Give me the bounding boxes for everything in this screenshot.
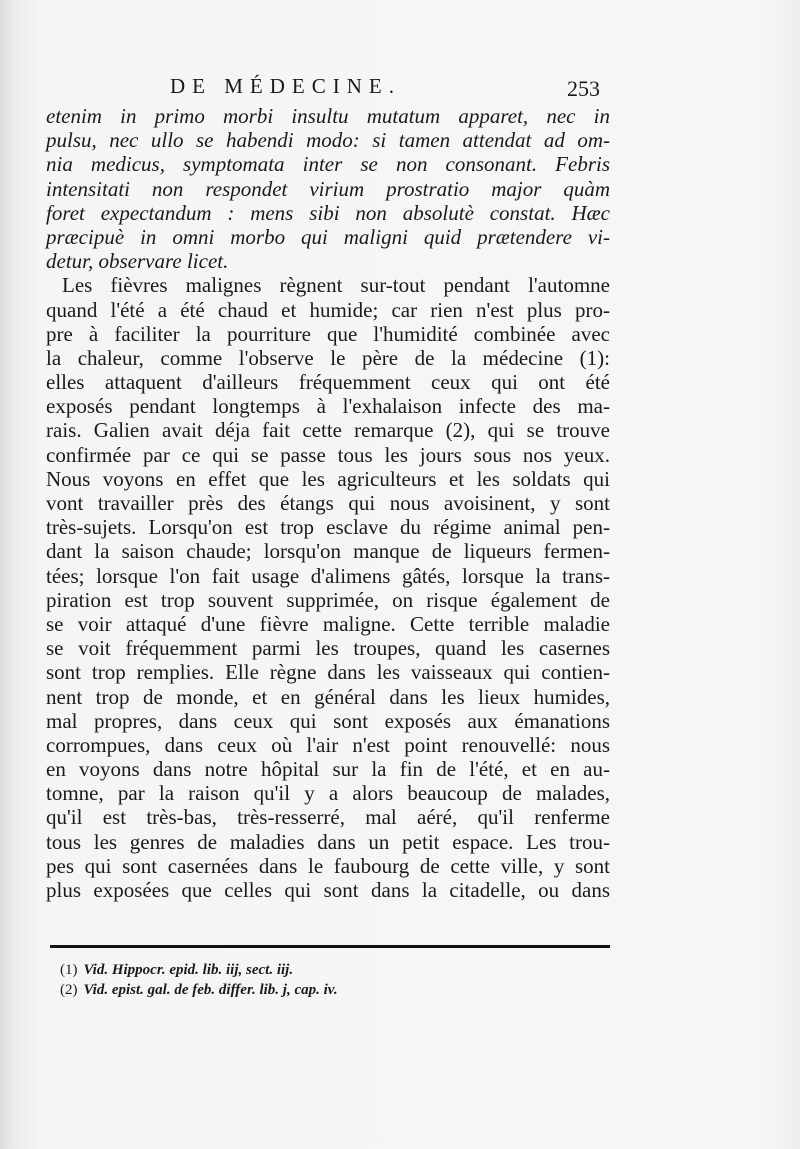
footnote-2 [60,980,580,1000]
footnote-1 [60,960,580,980]
text-line: dant la saison chaude; lorsqu'on manque de liqueurs fermen- [46,539,610,564]
text-line: intensitati non respondet virium prostratio major quàm [46,176,610,201]
text-line: Les fièvres malignes règnent sur-tout pendant l'automne [62,273,610,298]
text-line: plus exposées que celles qui sont dans la citadelle, ou dans [46,878,610,902]
footnote-text: Vid. Hippocr. epid. lib. iij, sect. iij. [83,962,294,978]
body-text [46,104,610,902]
text-line: piration est trop souvent supprimée, on risque également de [46,587,610,612]
text-line: præcipuè in omni morbo qui maligni quid prætendere vi- [46,224,610,249]
text-line: etenim in primo morbi insultu mutatum apparet, nec in [46,104,610,128]
text-line: confirmée par ce qui se passe tous les jours sous nos yeux. [46,442,610,467]
text-line: qu'il est très-bas, très-resserré, mal aéré, qu'il renferme [46,805,610,830]
text-line: sont trop remplies. Elle règne dans les vaisseaux qui contien- [46,660,610,685]
page-header [170,74,600,104]
text-line: mal propres, dans ceux qui sont exposés aux émanations [46,708,610,733]
text-line: detur, observare licet. [46,249,229,274]
text-line: tous les genres de maladies dans un petit espace. Les trou- [46,829,610,854]
text-line: pre à faciliter la pourriture que l'humidité combinée avec [46,321,610,346]
text-line: en voyons dans notre hôpital sur la fin de l'été, et en au- [46,757,610,782]
latin-paragraph [46,104,610,273]
text-line: elles attaquent d'ailleurs fréquemment ceux qui ont été [46,370,610,395]
text-line: Nous voyons en effet que les agriculteurs et les soldats qui [46,466,610,491]
text-line: vont travailler près des étangs qui nous avoisinent, y sont [46,491,610,515]
text-line: très-sujets. Lorsqu'on est trop esclave du régime animal pen- [46,515,610,540]
text-line: rais. Galien avait déja fait cette remarque (2), qui se trouve [46,418,610,443]
text-line: se voit fréquemment parmi les troupes, quand les casernes [46,636,610,661]
text-line: pes qui sont casernées dans le faubourg de cette ville, y sont [46,853,610,878]
footnote-marker: (1) [60,962,78,978]
text-line: quand l'été a été chaud et humide; car rien n'est plus pro- [46,297,610,322]
text-line: se voir attaqué d'une fièvre maligne. Cette terrible maladie [46,611,610,636]
text-line: pulsu, nec ullo se habendi modo: si tamen attendat ad om- [46,128,610,153]
text-line: exposés pendant longtemps à l'exhalaison infecte des ma- [46,394,610,419]
french-paragraph [46,273,610,902]
text-line: tomne, par la raison qu'il y a alors beaucoup de malades, [46,781,610,806]
footnote-divider [50,945,610,948]
text-line: nent trop de monde, et en général dans les lieux humides, [46,684,610,709]
text-line: foret expectandum : mens sibi non absolutè constat. Hæc [46,200,610,225]
text-line: corrompues, dans ceux où l'air n'est point renouvellé: nous [46,732,610,757]
footnote-text: Vid. epist. gal. de feb. differ. lib. j, cap. iv. [83,982,338,998]
footnote-marker: (2) [60,982,78,998]
footnotes [60,960,580,1000]
text-line: la chaleur, comme l'observe le père de la médecine (1): [46,345,610,370]
running-title: DE MÉDECINE. [170,74,401,98]
text-line: nia medicus, symptomata inter se non consonant. Febris [46,152,610,177]
text-line: tées; lorsque l'on fait usage d'alimens gâtés, lorsque la trans- [46,563,610,588]
page-number: 253 [567,76,600,101]
